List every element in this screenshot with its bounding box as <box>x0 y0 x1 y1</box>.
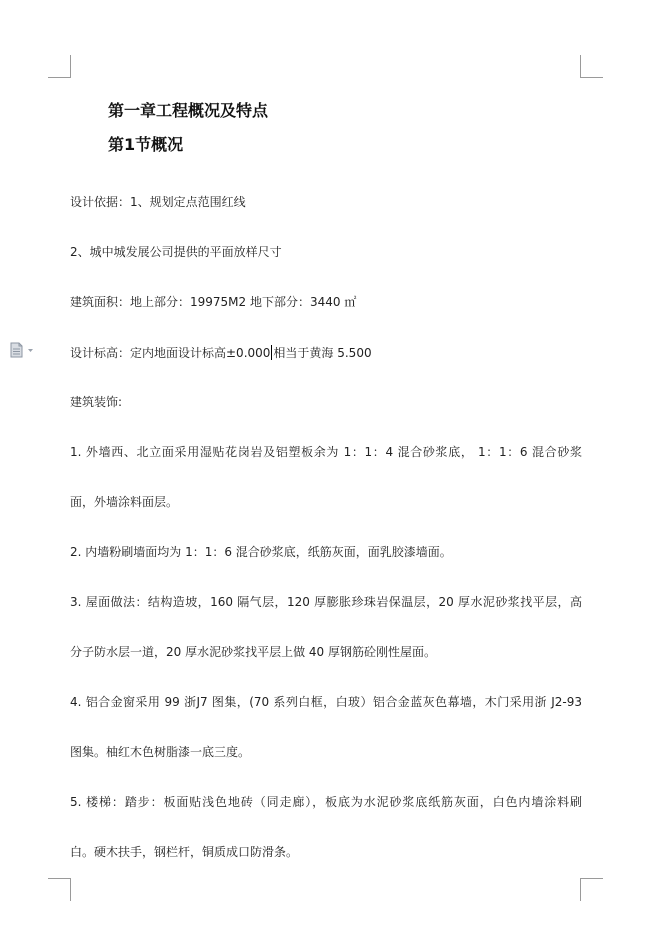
chapter-heading: 第一章工程概况及特点 <box>108 101 269 120</box>
paragraph-stairs-line1: 5. 楼梯：踏步：板面贴浅色地砖（同走廊），板底为水泥砂浆底纸筋灰面，白色内墙涂料刷 <box>70 795 582 809</box>
paragraph-windows-line2: 图集。柚红木色树脂漆一底三度。 <box>70 745 251 759</box>
paragraph-design-elevation <box>70 345 372 360</box>
section-heading: 第1节概况 <box>108 135 184 154</box>
paragraph-building-area: 建筑面积：地上部分：19975M2 地下部分：3440 ㎡ <box>70 295 357 309</box>
paragraph-exterior-wall-line2: 面，外墙涂料面层。 <box>70 495 179 509</box>
document-icon[interactable] <box>9 342 37 358</box>
paragraph-layout-dimensions: 2、城中城发展公司提供的平面放样尺寸 <box>70 245 282 259</box>
paragraph-design-basis: 设计依据：1、规划定点范围红线 <box>70 195 246 209</box>
elevation-text-after-caret: 相当于黄海 5.500 <box>273 346 372 360</box>
paragraph-stairs-line2: 白。硬木扶手，钢栏杆，铜质成口防滑条。 <box>70 845 299 859</box>
paragraph-interior-wall: 2. 内墙粉刷墙面均为 1：1：6 混合砂浆底，纸筋灰面，面乳胶漆墙面。 <box>70 545 452 559</box>
paragraph-windows-line1: 4. 铝合金窗采用 99 浙J7 图集，(70 系列白框，白玻）铝合金蓝灰色幕墙，木门采用浙 J2-93 <box>70 695 582 709</box>
elevation-text-before-caret: 设计标高：定内地面设计标高±0.000 <box>70 346 271 360</box>
crop-mark-top-left <box>48 55 71 78</box>
paragraph-decoration-title: 建筑装饰: <box>70 395 123 409</box>
paragraph-exterior-wall-line1: 1. 外墙西、北立面采用湿贴花岗岩及铝塑板余为 1：1：4 混合砂浆底， 1：1：6 混合砂浆 <box>70 445 582 459</box>
crop-mark-bottom-right <box>580 878 603 901</box>
crop-mark-top-right <box>580 55 603 78</box>
crop-mark-bottom-left <box>48 878 71 901</box>
paragraph-roof-line1: 3. 屋面做法：结构造坡，160 隔气层，120 厚膨胀珍珠岩保温层，20 厚水泥砂浆找平层，高 <box>70 595 582 609</box>
paragraph-roof-line2: 分子防水层一道，20 厚水泥砂浆找平层上做 40 厚钢筋砼刚性屋面。 <box>70 645 436 659</box>
